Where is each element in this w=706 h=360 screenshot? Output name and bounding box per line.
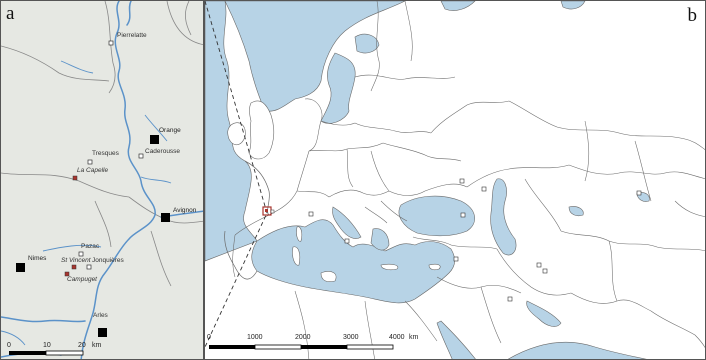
- arles-marker: [98, 328, 107, 337]
- scale-b-tick-3000: 3000: [343, 334, 359, 341]
- pierrelatte-marker: [109, 41, 113, 45]
- pierrelatte-label: Pierrelatte: [117, 32, 147, 39]
- pazac-label: Pazac: [81, 243, 100, 250]
- rhone-river: [1, 1, 204, 360]
- arles-label: Arles: [93, 312, 108, 319]
- tributaries: [1, 61, 171, 345]
- tresques-marker: [88, 160, 92, 164]
- st-vincent-label: St Vincent: [61, 257, 91, 264]
- scale-bar-a: [7, 342, 102, 355]
- scale-bar-b: [207, 334, 419, 349]
- orange-label: Orange: [159, 127, 181, 134]
- scale-b-tick-0: 0: [207, 334, 211, 341]
- water-bodies: [205, 1, 655, 360]
- caderousse-marker: [139, 154, 143, 158]
- st-vincent-marker: [72, 265, 76, 269]
- place-markers: [16, 32, 197, 337]
- nimes-label: Nimes: [28, 255, 47, 262]
- nimes-marker: [16, 263, 25, 272]
- scale-b-unit: km: [409, 334, 419, 341]
- scale-b-tick-1000: 1000: [247, 334, 263, 341]
- panel-b-europe-map: [204, 0, 706, 360]
- pazac-marker: [79, 252, 83, 256]
- panel-a-letter: a: [6, 3, 15, 24]
- avignon-marker: [161, 213, 170, 222]
- scale-a-tick-20: 20: [78, 342, 86, 349]
- scale-a-tick-10: 10: [43, 342, 51, 349]
- la-capelle-label: La Capelle: [77, 167, 109, 174]
- tresques-label: Tresques: [92, 150, 119, 157]
- panel-b-letter: b: [687, 5, 697, 26]
- scale-a-tick-0: 0: [7, 342, 11, 349]
- scale-a-unit: km: [92, 342, 102, 349]
- caderousse-label: Caderousse: [145, 148, 181, 155]
- department-borders: [1, 1, 204, 286]
- scale-b-tick-2000: 2000: [295, 334, 311, 341]
- site-marker-near-study: [271, 210, 274, 213]
- la-capelle-marker: [73, 176, 77, 180]
- study-area-marker: [265, 209, 268, 212]
- scale-b-tick-4000: 4000: [389, 334, 405, 341]
- panel-a-regional-map: [0, 0, 204, 360]
- regional-map-svg: [1, 1, 204, 360]
- campuget-label: Campuget: [67, 276, 97, 283]
- orange-marker: [150, 135, 159, 144]
- jonquieres-label: Jonquières: [92, 257, 124, 264]
- avignon-label: Avignon: [173, 207, 197, 214]
- europe-map-svg: [205, 1, 706, 360]
- jonquieres-marker: [87, 265, 91, 269]
